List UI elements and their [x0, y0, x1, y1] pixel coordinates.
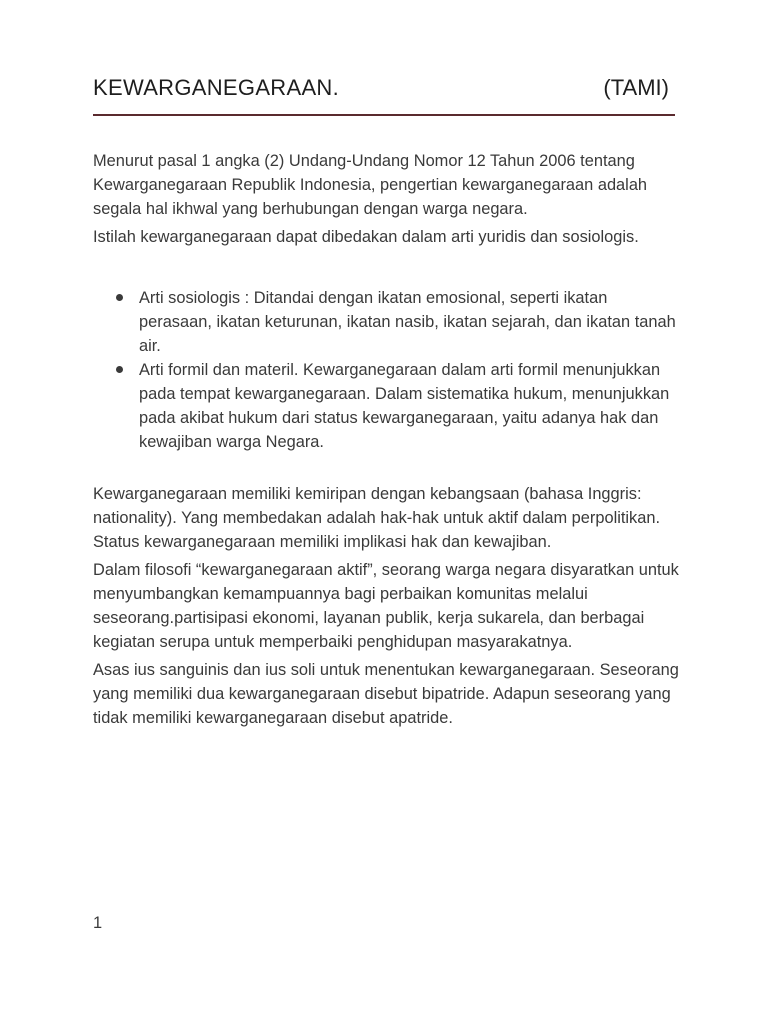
bullet-list — [93, 286, 683, 454]
bullet-item-formil — [139, 358, 683, 454]
bullet-text: Arti formil dan materil. Kewarganegaraan dalam arti formil menunjukkan pada tempat kewarganegaraan. Dalam sistematika hukum, menunjukkan pada akibat hukum dari status kewarganegaraan, yaitu adanya hak dan kewajiban warga Negara. — [139, 361, 670, 451]
bullet-dot-icon — [116, 366, 123, 373]
bullet-item-sosiologis — [139, 286, 683, 358]
page-number: 1 — [93, 914, 103, 932]
intro-paragraph-2: Istilah kewarganegaraan dapat dibedakan dalam arti yuridis dan sosiologis. — [93, 228, 639, 246]
intro-paragraph-1: Menurut pasal 1 angka (2) Undang-Undang Nomor 12 Tahun 2006 tentang Kewarganegaraan Republik Indonesia, pengertian kewarganegaraan adalah segala hal ikhwal yang berhubungan dengan warga negara. — [93, 152, 648, 218]
bullet-dot-icon — [116, 294, 123, 301]
document-author: (TAMI) — [603, 75, 669, 100]
body-paragraph-1: Kewarganegaraan memiliki kemiripan dengan kebangsaan (bahasa Inggris: nationality). Yang membedakan adalah hak-hak untuk aktif dalam perpolitikan. Status kewarganegaraan memiliki implikasi hak dan kewajiban. — [93, 485, 661, 551]
bullet-text: Arti sosiologis : Ditandai dengan ikatan emosional, seperti ikatan perasaan, ikatan keturunan, ikatan nasib, ikatan sejarah, dan ikatan tanah air. — [139, 289, 676, 355]
document-title: KEWARGANEGARAAN. — [93, 75, 340, 100]
body-paragraph-3: Asas ius sanguinis dan ius soli untuk menentukan kewarganegaraan. Seseorang yang memiliki dua kewarganegaraan disebut bipatride. Adapun seseorang yang tidak memiliki kewarganegaraan disebut apatride. — [93, 661, 679, 727]
document-header — [93, 72, 675, 116]
body-paragraph-2: Dalam filosofi “kewarganegaraan aktif”, seorang warga negara disyaratkan untuk menyumbangkan kemampuannya bagi perbaikan komunitas melalui seseorang.partisipasi ekonomi, layanan publik, kerja sukarela, dan berbagai kegiatan serupa untuk memperbaiki penghidupan masyarakatnya. — [93, 561, 679, 651]
spacer — [93, 454, 683, 482]
document-body — [93, 149, 683, 734]
